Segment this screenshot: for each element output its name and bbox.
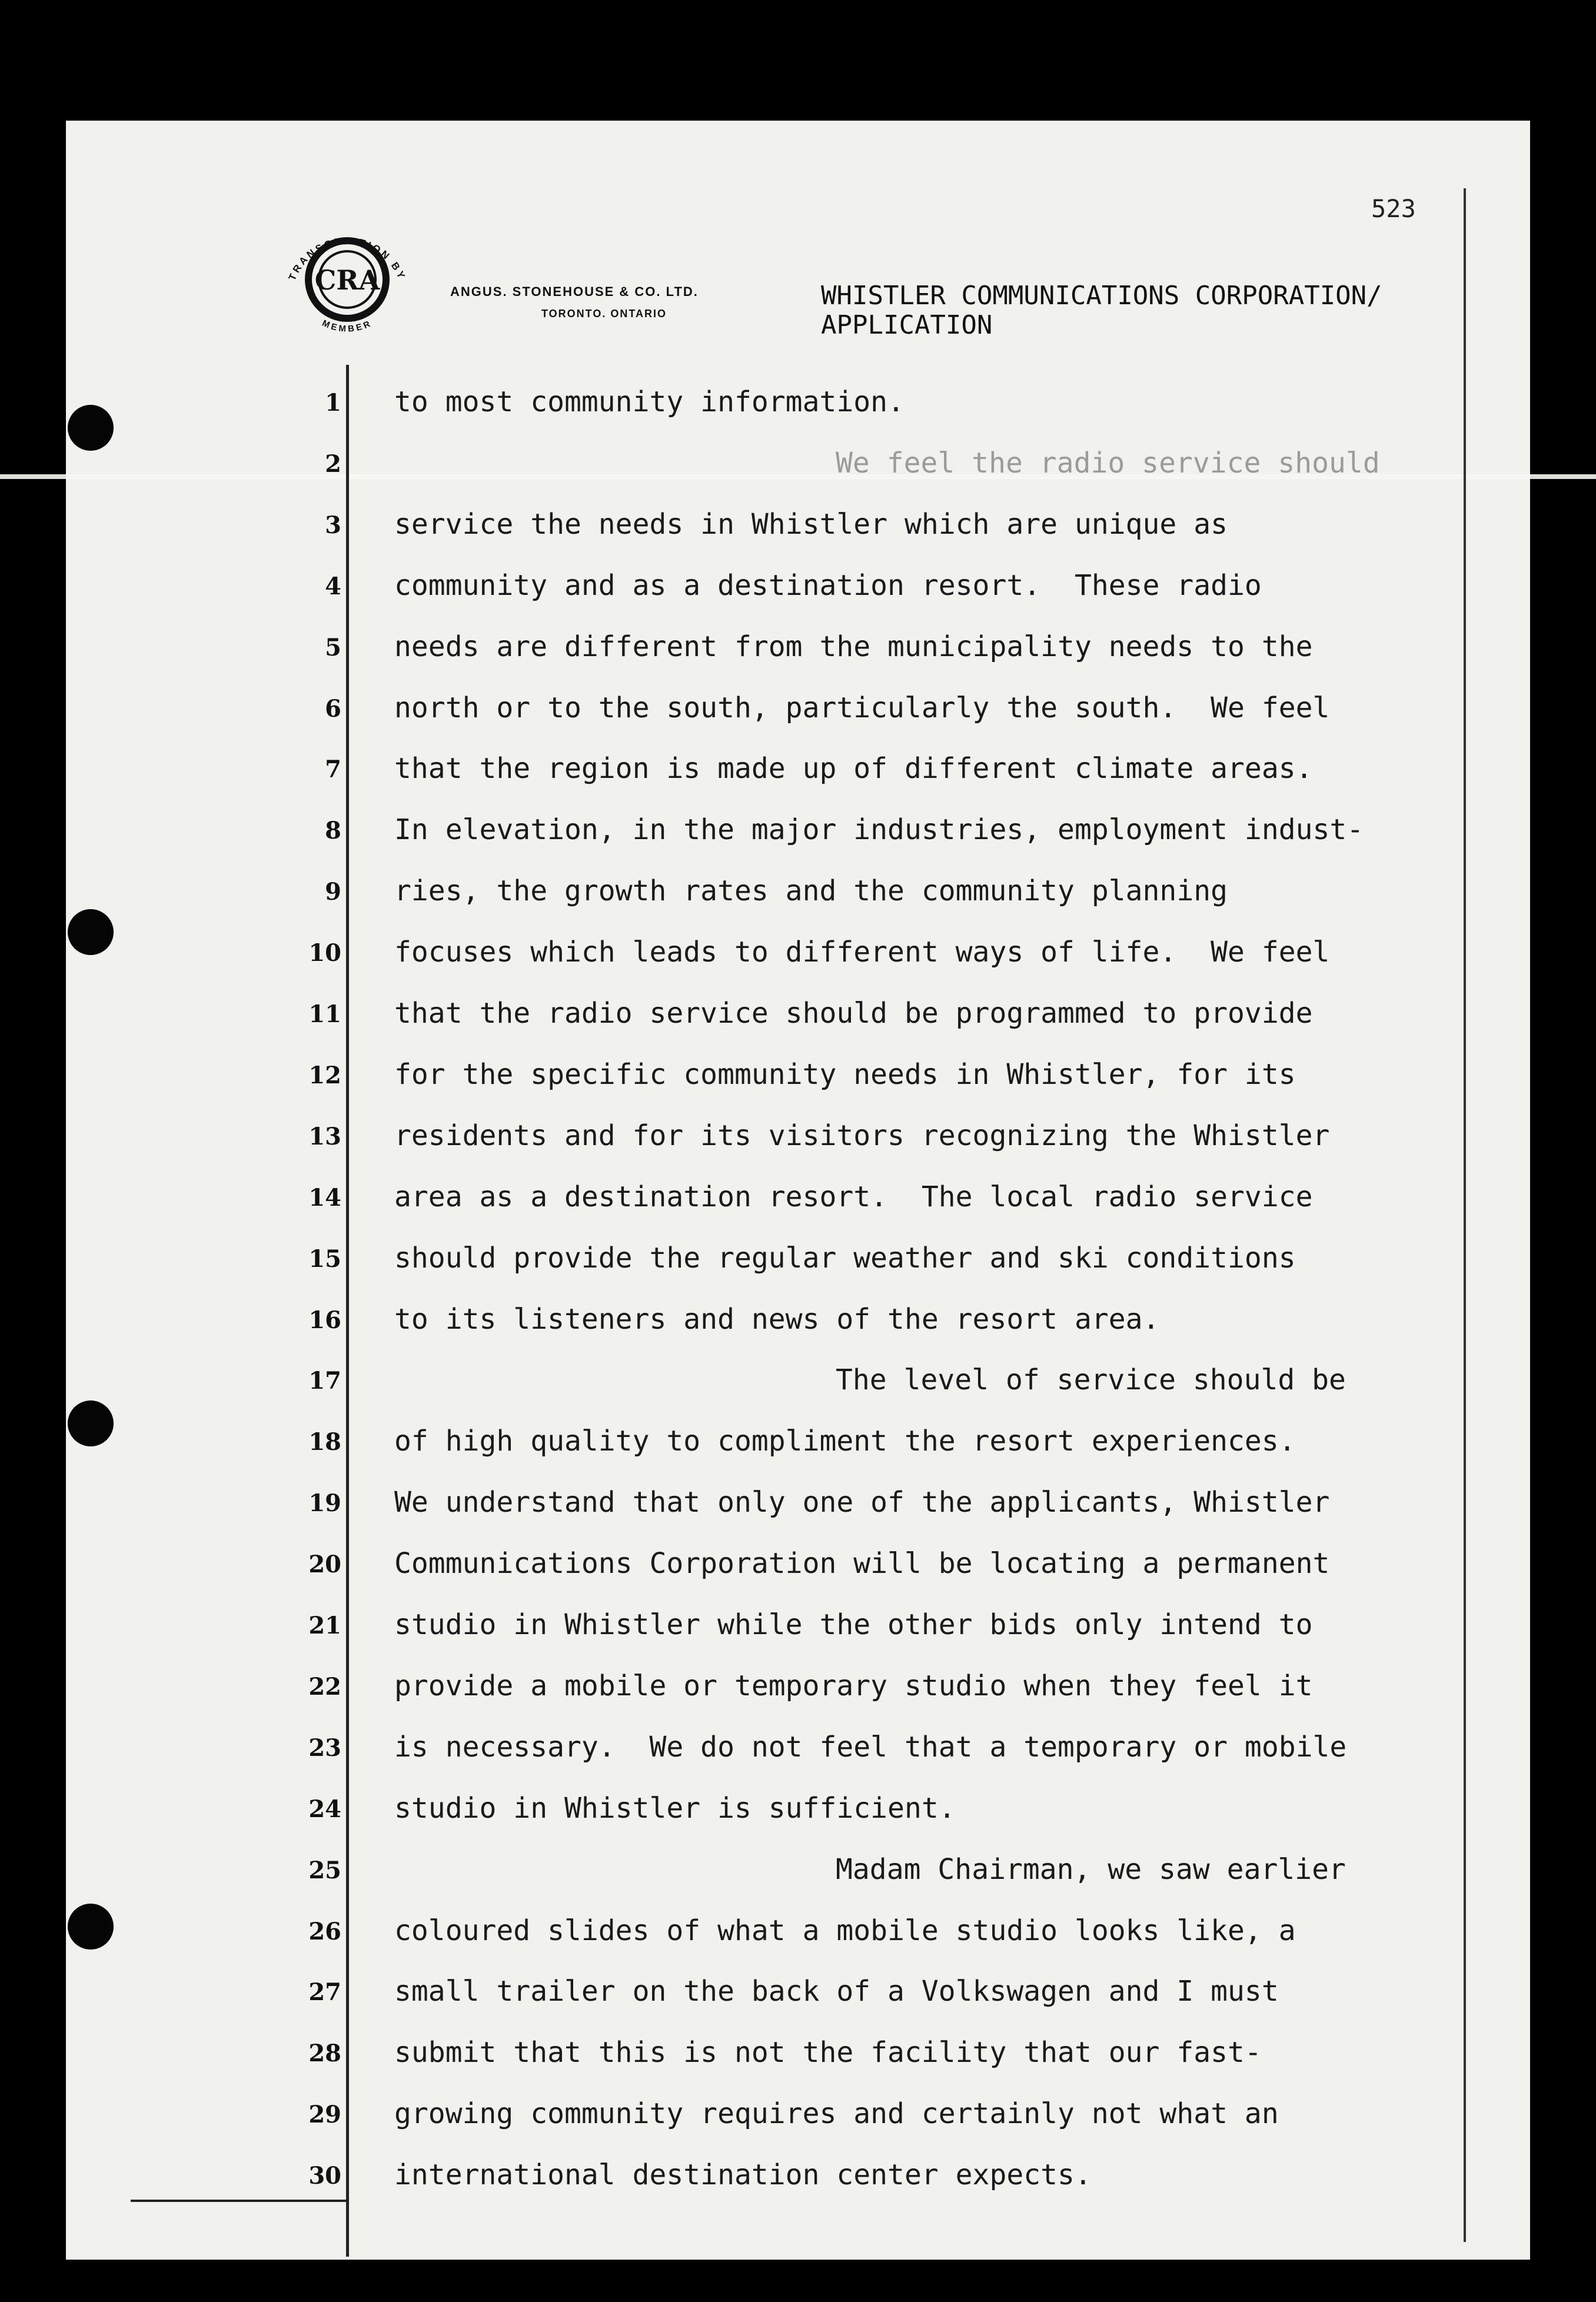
binder-hole-3	[68, 1401, 114, 1446]
seal-text-top: TRANSCRIPTION BY	[286, 235, 408, 282]
case-title	[821, 281, 1382, 340]
binder-hole-2	[68, 909, 114, 955]
line-number: 14	[308, 1184, 341, 1212]
transcript-line: should provide the regular weather and ski conditions	[394, 1242, 1296, 1275]
transcript-line: We understand that only one of the applicants, Whistler	[394, 1486, 1330, 1519]
line-number: 2	[325, 450, 341, 478]
transcript-line: international destination center expects.	[394, 2158, 1092, 2191]
line-number: 19	[308, 1489, 341, 1517]
transcript-line: ries, the growth rates and the community planning	[394, 874, 1228, 907]
transcript-line: In elevation, in the major industries, employment indust-	[394, 813, 1364, 846]
line-number: 11	[308, 1000, 341, 1028]
transcript-line: is necessary. We do not feel that a temporary or mobile	[394, 1731, 1347, 1764]
transcription-seal-logo	[271, 200, 424, 353]
transcript-line: service the needs in Whistler which are unique as	[394, 508, 1228, 541]
seal-monogram: CRA	[314, 264, 380, 296]
case-title-line-1: WHISTLER COMMUNICATIONS CORPORATION/	[821, 281, 1382, 311]
transcript-line: submit that this is not the facility that our fast-	[394, 2036, 1262, 2069]
right-margin-rule	[1464, 188, 1466, 2242]
line-number: 3	[325, 511, 341, 539]
transcript-line: Communications Corporation will be locating a permanent	[394, 1547, 1330, 1580]
transcript-line: provide a mobile or temporary studio when they feel it	[394, 1669, 1313, 1702]
transcript-line: The level of service should be	[836, 1363, 1346, 1396]
line-number: 1	[325, 389, 341, 417]
transcript-line: studio in Whistler while the other bids only intend to	[394, 1608, 1313, 1641]
line-number: 13	[308, 1123, 341, 1150]
line-number: 23	[308, 1734, 341, 1762]
line-number: 22	[308, 1673, 341, 1701]
line-number: 25	[308, 1857, 341, 1884]
line-number: 27	[308, 1978, 341, 2006]
transcript-line: that the region is made up of different climate areas.	[394, 752, 1313, 785]
line-number: 20	[308, 1551, 341, 1578]
transcript-line: small trailer on the back of a Volkswagen and I must	[394, 1975, 1279, 2008]
case-title-line-2: APPLICATION	[821, 310, 993, 340]
line-number: 26	[308, 1918, 341, 1945]
firm-name: ANGUS. STONEHOUSE & CO. LTD.	[450, 284, 699, 299]
binder-hole-1	[68, 405, 114, 451]
line-number: 7	[325, 756, 341, 783]
line-number: 16	[308, 1306, 341, 1334]
line-number: 4	[325, 573, 341, 600]
transcript-line: growing community requires and certainly not what an	[394, 2097, 1279, 2130]
line-number: 30	[308, 2162, 341, 2190]
seal-text-bottom: MEMBER	[320, 318, 374, 334]
line-number: 28	[308, 2040, 341, 2067]
transcript-line: Madam Chairman, we saw earlier	[836, 1853, 1346, 1886]
transcript-line: community and as a destination resort. These radio	[394, 569, 1262, 602]
transcript-line: of high quality to compliment the resort experiences.	[394, 1425, 1296, 1458]
line-number: 18	[308, 1428, 341, 1456]
transcript-line: focuses which leads to different ways of life. We feel	[394, 936, 1330, 969]
page-number: 523	[1371, 194, 1416, 223]
transcript-line: area as a destination resort. The local radio service	[394, 1180, 1313, 1213]
line-number: 6	[325, 695, 341, 723]
line-number: 15	[308, 1245, 341, 1273]
line-number: 8	[325, 817, 341, 844]
line-number: 17	[308, 1367, 341, 1395]
transcript-line: coloured slides of what a mobile studio looks like, a	[394, 1914, 1296, 1947]
transcript-line: residents and for its visitors recognizing the Whistler	[394, 1119, 1330, 1152]
transcript-line: needs are different from the municipality needs to the	[394, 630, 1313, 663]
line-number: 21	[308, 1612, 341, 1639]
bottom-rule	[131, 2200, 348, 2202]
firm-city: TORONTO. ONTARIO	[541, 308, 667, 320]
line-number: 5	[325, 634, 341, 661]
transcript-line: to most community information.	[394, 385, 905, 418]
line-number: 10	[308, 939, 341, 967]
binder-hole-4	[68, 1904, 114, 1950]
line-number: 24	[308, 1795, 341, 1823]
transcript-line: for the specific community needs in Whistler, for its	[394, 1058, 1296, 1091]
line-number: 12	[308, 1062, 341, 1089]
left-margin-rule	[346, 365, 349, 2257]
transcript-line: We feel the radio service should	[836, 447, 1380, 480]
transcript-line: to its listeners and news of the resort area.	[394, 1303, 1160, 1336]
line-number: 9	[325, 878, 341, 906]
transcript-line: north or to the south, particularly the south. We feel	[394, 691, 1330, 724]
transcript-line: studio in Whistler is sufficient.	[394, 1792, 956, 1825]
line-number: 29	[308, 2101, 341, 2128]
transcript-line: that the radio service should be programmed to provide	[394, 997, 1313, 1030]
